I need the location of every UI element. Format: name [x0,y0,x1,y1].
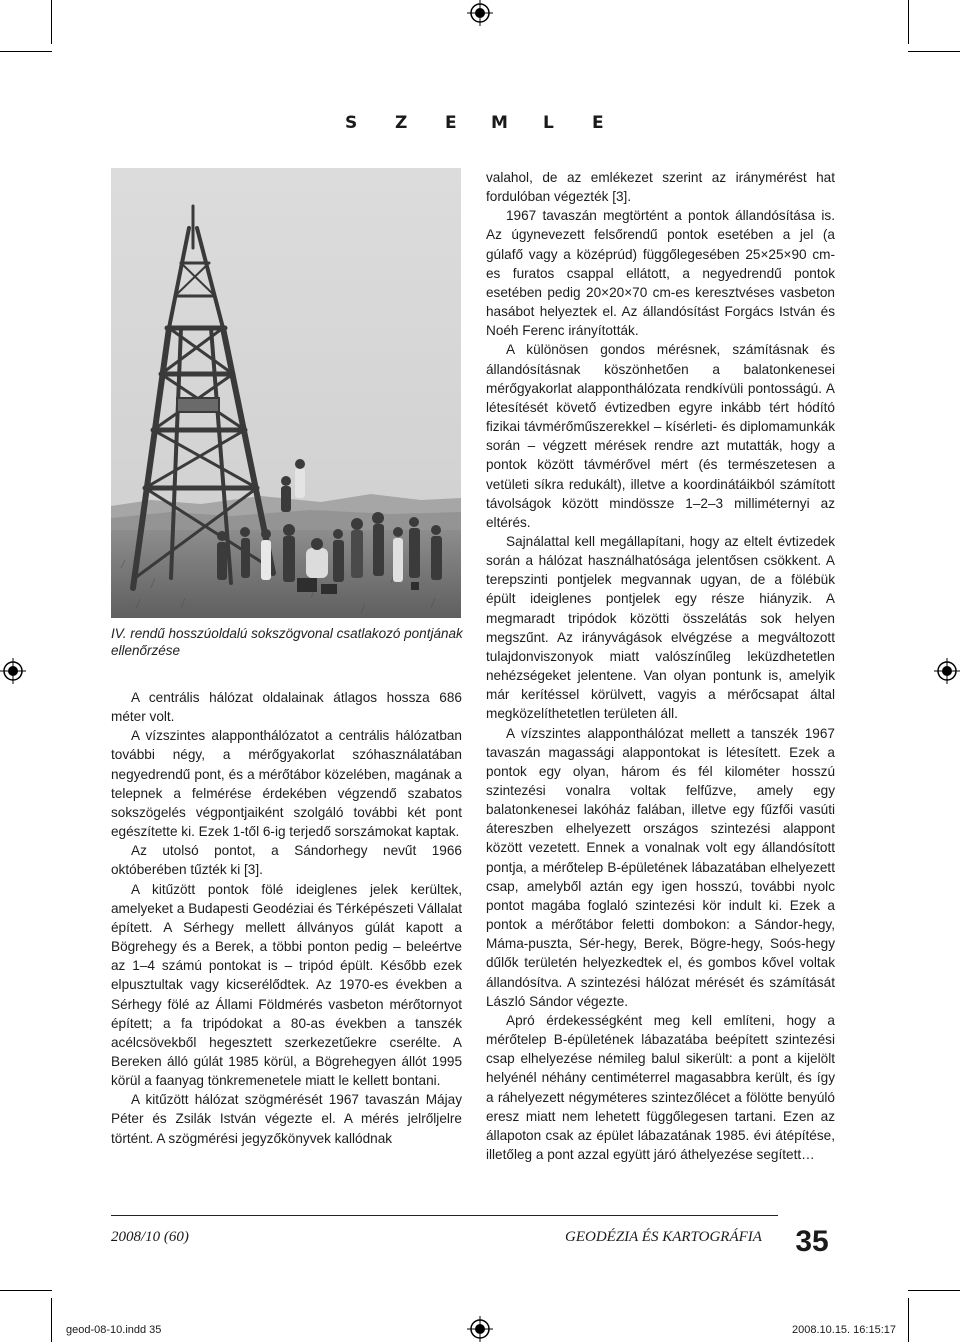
left-column [111,688,462,1148]
running-head-letter: M [491,113,508,133]
paragraph: Az utolsó pontot, a Sándorhegy nevűt 1966 októberében tűzték ki [3]. [111,843,462,878]
running-head-letter: Z [395,113,408,133]
running-head-letter: L [543,113,554,133]
page-number: 35 [795,1225,829,1258]
paragraph: A vízszintes alapponthálózatot a centrális hálózatban további négy, a mérőgyakorlat szóhasználatában negyedrendű pont, és a mérőtábor közelében, magának a telepnek a felmérése érdekében végzendő szabatos sokszögelés végpontjaiként szolgáló további két pont egészítette ki. Ezek 1-től 6-ig terjedő sorszámokat kaptak. [111,728,462,840]
registration-mark-icon [0,658,26,684]
footer-rule [111,1215,778,1216]
survey-tower-photo [111,168,461,618]
paragraph: A vízszintes alapponthálózat mellett a tanszék 1967 tavaszán magassági alappontokat is létesített. Ezek a pontok egy olyan, három és fél kilométer hosszú szintezési vonalra voltak felfűzve, amely egy balatonkenesei lakóház falában, illetve egy fűzfői vasúti átereszben elhelyezett országos szintezési alappont között vezetett. Ennek a vonalnak volt egy állandósított pontja, a mérőtelep B-épületének lábazatában elhelyezett csap, amelyből aztán egy igen hosszú, további nyolc pontot magába foglaló szintezési kör indult ki. Ezek a pontok a mérőtábor feletti dombokon: a Sándor-hegy, Máma-puszta, Sér-hegy, Berek, Bögre-hegy, Soós-hegy dűlők területén helyezkedtek el, és gombos kővel voltak állandósítva. A szintezési hálózat mérését és számítását László Sándor végezte. [486,725,835,1009]
crop-mark [908,1290,960,1291]
paragraph: Apró érdekességként meg kell említeni, hogy a mérőtelep B-épületének lábazatába beépített szintezési csap elhelyezése némileg balul sikerült: a pont a kijelölt helyénél néhány centiméterrel magasabbra került, és így a ráhelyezett négyméteres szintezőlécet a fölötte benyúló eresz miatt nem lehetett függőlegesen tartani. Ezen az állapoton csak az épület lábazatának 1985. évi átépítése, illetőleg a pont azzal együtt járó áthelyezése segített… [486,1012,835,1162]
footer-issue: 2008/10 (60) [111,1229,189,1245]
registration-mark-icon [934,658,960,684]
crop-mark [908,51,960,52]
crop-mark [51,1298,52,1342]
crop-mark [908,0,909,44]
paragraph: valahol, de az emlékezet szerint az iránymérést hat fordulóban végezték [3]. [486,170,835,205]
crop-mark [908,1298,909,1342]
paragraph: A kitűzött hálózat szögmérését 1967 tavaszán Májay Péter és Zsilák István végezte el. A mérés jelrőljelre történt. A szögmérési jegyzőkönyvek kallódnak [111,1092,462,1146]
running-head [345,113,645,137]
footer-journal-title: GEODÉZIA ÉS KARTOGRÁFIA [565,1229,762,1245]
paragraph: A centrális hálózat oldalainak átlagos hossza 686 méter volt. [111,690,462,725]
paragraph: A kitűzött pontok fölé ideiglenes jelek kerültek, amelyeket a Budapesti Geodéziai és Térképészeti Vállalat épített. A Sérhegy mellett állványos gúlát kapott a Bögrehegy és a Berek, a többi ponton pedig – beleértve az 1–4 számú pontokat is – tripód épült. Később ezek elpusztultak vagy kicserélődtek. Az 1970-es években a Sérhegy fölé az Állami Földmérés vasbeton mérőtornyot épített; a fa tripódokat a 80-as években a tanszék acélcsövekből hegesztett szerkezetűekre cserélte. A Bereken álló gúlát 1985 körül, a Bögrehegyen állót 1995 körül a faanyag tönkremenetele miatt le kellett bontani. [111,881,462,1089]
print-slug-timestamp: 2008.10.15. 16:15:17 [792,1324,896,1336]
print-slug-file: geod-08-10.indd 35 [66,1324,162,1336]
crop-mark [0,1290,52,1291]
running-head-letter: S [345,113,358,133]
paragraph: Sajnálattal kell megállapítani, hogy az eltelt évtizedek során a hálózat használhatósága jelentősen csökkent. A terepszinti pontjelek megvannak ugyan, de a fölébük épült ideiglenes pontjelek egy része hiányzik. A megmaradt tripódok közötti összelátás sok helyen megszűnt. Az irányvágások elvégzése a megváltozott tulajdonviszonyok miatt valószínűleg leküzdhetetlen nehézségeket jelentene. Van olyan pontunk is, amelyik már kerítéssel körülvett, vagyis a mérőcsapat által megközelíthetetlen területen áll. [486,533,835,722]
registration-mark-icon [467,1316,493,1342]
crop-mark [0,51,52,52]
running-head-letter: E [445,113,457,133]
paragraph: A különösen gondos mérésnek, számításnak és állandósításnak köszönhetően a balatonkenesei mérőgyakorlat alapponthálózata rendkívüli pontosságú. A létesítését követő évtizedben egyre inkább tért hódító fizikai távmérőműszerekkel – kísérleti- és diplomamunkák során – végzett mérések rendre azt mutatták, hogy a pontok között távmérővel mért (és természetesen a vetületi síkra redukált), illetve a koordinátáikból számított távolságok között mindössze 1–2–3 milliméternyi az eltérés. [486,342,835,530]
running-head-letter: E [592,113,604,133]
crop-mark [51,0,52,44]
registration-mark-icon [467,0,493,26]
paragraph: 1967 tavaszán megtörtént a pontok állandósítása is. Az úgynevezett felsőrendű pontok esetében a jel (a gúlafő vagy a középrúd) függőlegesében 25×25×90 cm-es furatos csappal ellátott, a negyedrendű pontok esetében pedig 20×20×70 cm-es keresztvéses vasbeton hasábot helyeztek el. Az állandósítást Forgács István és Noéh Ferenc irányították. [486,208,835,339]
figure-caption: IV. rendű hosszúoldalú sokszögvonal csatlakozó pontjának ellenőrzése [111,626,463,658]
right-column [486,168,835,1164]
